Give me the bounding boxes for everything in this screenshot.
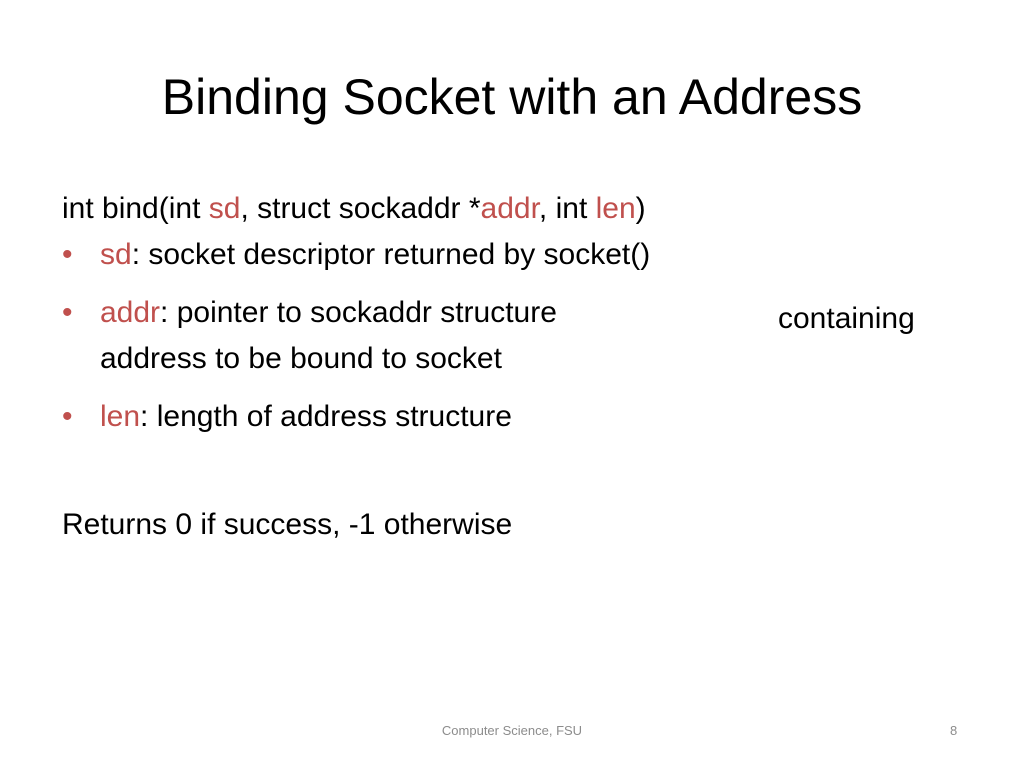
signature-param-addr: addr — [480, 192, 539, 225]
bullet-description: : length of address structure — [140, 400, 512, 433]
function-signature — [62, 186, 962, 232]
bullet-list — [62, 232, 962, 440]
signature-suffix: ) — [635, 192, 646, 225]
page-number: 8 — [950, 723, 958, 738]
bullet-term: addr — [100, 296, 161, 329]
slide-footer: Computer Science, FSU — [441, 723, 583, 738]
bullet-description: : pointer to sockaddr structure — [160, 296, 557, 329]
return-value-text: Returns 0 if success, -1 otherwise — [62, 508, 513, 541]
signature-mid-1: , struct sockaddr * — [240, 192, 481, 225]
slide-title: Binding Socket with an Address — [161, 69, 863, 125]
bullet-term: sd — [100, 238, 132, 271]
bullet-icon: • — [62, 296, 73, 329]
bullet-term: len — [100, 400, 141, 433]
bullet-icon: • — [62, 400, 73, 433]
bullet-line-2: address to be bound to socket — [100, 342, 502, 375]
bullet-line-1 — [100, 296, 915, 335]
bullet-text — [100, 290, 962, 382]
slide-content — [62, 186, 962, 548]
bullet-text — [100, 394, 962, 440]
bullet-item-addr — [62, 290, 962, 382]
bullet-icon: • — [62, 238, 73, 271]
signature-prefix: int bind(int — [62, 192, 209, 225]
bullet-item-len — [62, 394, 962, 440]
bullet-text — [100, 232, 962, 278]
bullet-item-sd — [62, 232, 962, 278]
bullet-description: : socket descriptor returned by socket() — [131, 238, 651, 271]
signature-param-len: len — [595, 192, 636, 225]
bullet-description-right: containing — [778, 302, 915, 335]
signature-param-sd: sd — [208, 192, 241, 225]
signature-mid-2: , int — [538, 192, 596, 225]
